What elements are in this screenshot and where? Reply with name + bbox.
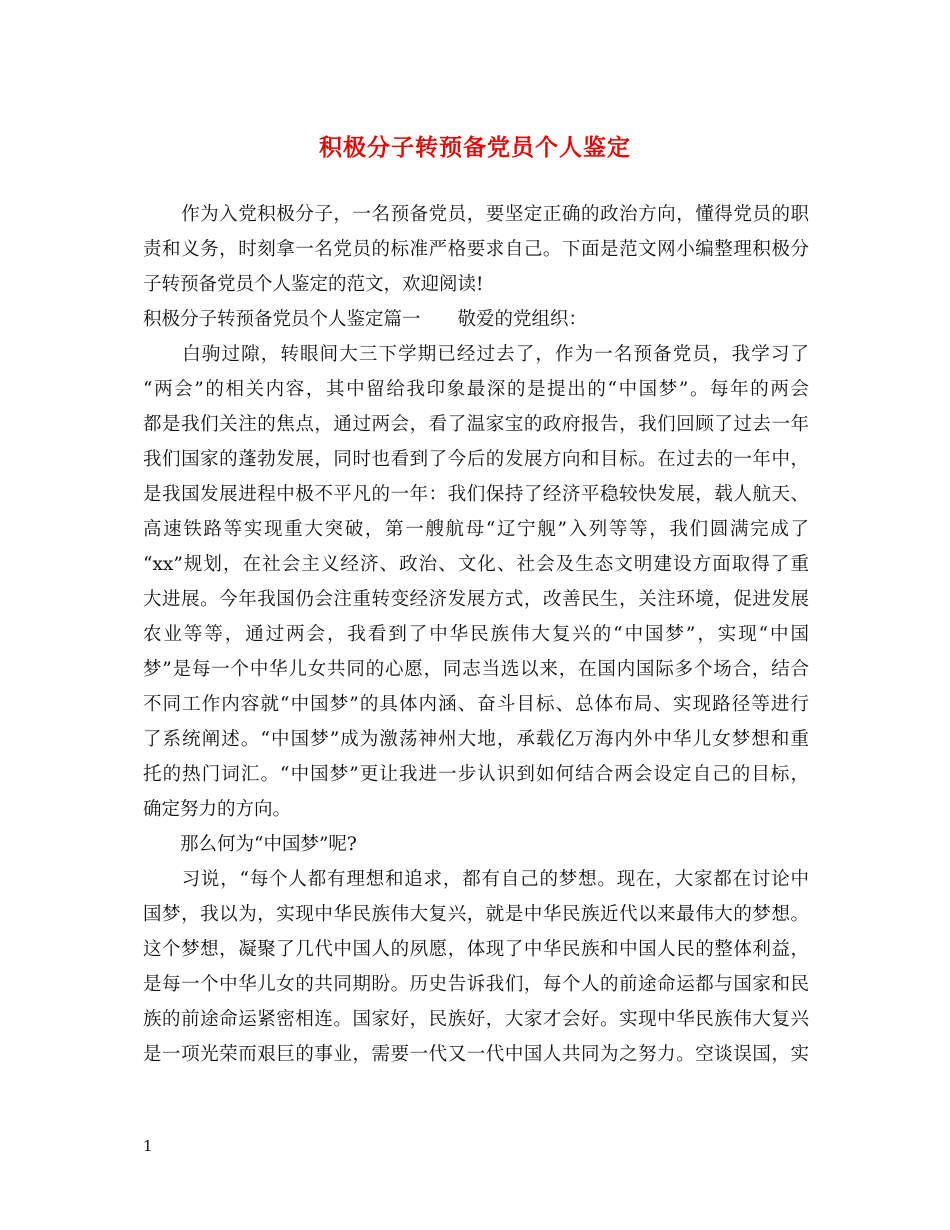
body-line: 族的前途命运紧密相连。国家好，民族好，大家才会好。实现中华民族伟大复兴	[143, 1009, 809, 1030]
body-line: “xx”规划，在社会主义经济、政治、文化、社会及生态文明建设方面取得了重	[143, 554, 809, 575]
body-line: 国梦，我以为，实现中华民族伟大复兴，就是中华民族近代以来最伟大的梦想。	[143, 904, 809, 925]
body-line: 了系统阐述。“中国梦”成为激荡神州大地，承载亿万海内外中华儿女梦想和重	[143, 729, 809, 750]
body-line: 责和义务，时刻拿一名党员的标准严格要求自己。下面是范文网小编整理积极分	[143, 239, 809, 260]
body-line: 农业等等，通过两会，我看到了中华民族伟大复兴的“中国梦”，实现“中国	[143, 624, 809, 645]
body-line: 习说，“每个人都有理想和追求，都有自己的梦想。现在，大家都在讨论中	[143, 869, 809, 890]
body-line: 积极分子转预备党员个人鉴定篇一 敬爱的党组织：	[143, 309, 588, 330]
body-line: 不同工作内容就“中国梦”的具体内涵、奋斗目标、总体布局、实现路径等进行	[143, 694, 809, 715]
body-line: 是我国发展进程中极不平凡的一年：我们保持了经济平稳较快发展，载人航天、	[143, 484, 809, 505]
document-title: 积极分子转预备党员个人鉴定	[319, 134, 631, 161]
body-line: 这个梦想，凝聚了几代中国人的夙愿，体现了中华民族和中国人民的整体利益，	[143, 939, 809, 960]
document-body	[143, 197, 809, 1072]
body-line: 高速铁路等实现重大突破，第一艘航母“辽宁舰”入列等等，我们圆满完成了	[143, 519, 809, 540]
body-line: “两会”的相关内容，其中留给我印象最深的是提出的“中国梦”。每年的两会	[143, 379, 809, 400]
body-line: 都是我们关注的焦点，通过两会，看了温家宝的政府报告，我们回顾了过去一年	[143, 414, 809, 435]
body-line: 作为入党积极分子，一名预备党员，要坚定正确的政治方向，懂得党员的职	[143, 204, 809, 225]
body-line: 梦”是每一个中华儿女共同的心愿，同志当选以来，在国内国际多个场合，结合	[143, 659, 809, 680]
body-line: 我们国家的蓬勃发展，同时也看到了今后的发展方向和目标。在过去的一年中，	[143, 449, 809, 470]
page-number: 1	[143, 1137, 153, 1155]
body-line: 白驹过隙，转眼间大三下学期已经过去了，作为一名预备党员，我学习了	[143, 344, 809, 365]
body-line: 是每一个中华儿女的共同期盼。历史告诉我们，每个人的前途命运都与国家和民	[143, 974, 809, 995]
body-line: 托的热门词汇。“中国梦”更让我进一步认识到如何结合两会设定自己的目标，	[143, 764, 809, 785]
body-line: 是一项光荣而艰巨的事业，需要一代又一代中国人共同为之努力。空谈误国，实	[143, 1044, 809, 1065]
body-line: 子转预备党员个人鉴定的范文，欢迎阅读!	[143, 274, 484, 295]
body-line: 大进展。今年我国仍会注重转变经济发展方式，改善民生，关注环境，促进发展	[143, 589, 809, 610]
body-line: 那么何为“中国梦”呢?	[143, 834, 357, 855]
body-line: 确定努力的方向。	[143, 799, 292, 820]
